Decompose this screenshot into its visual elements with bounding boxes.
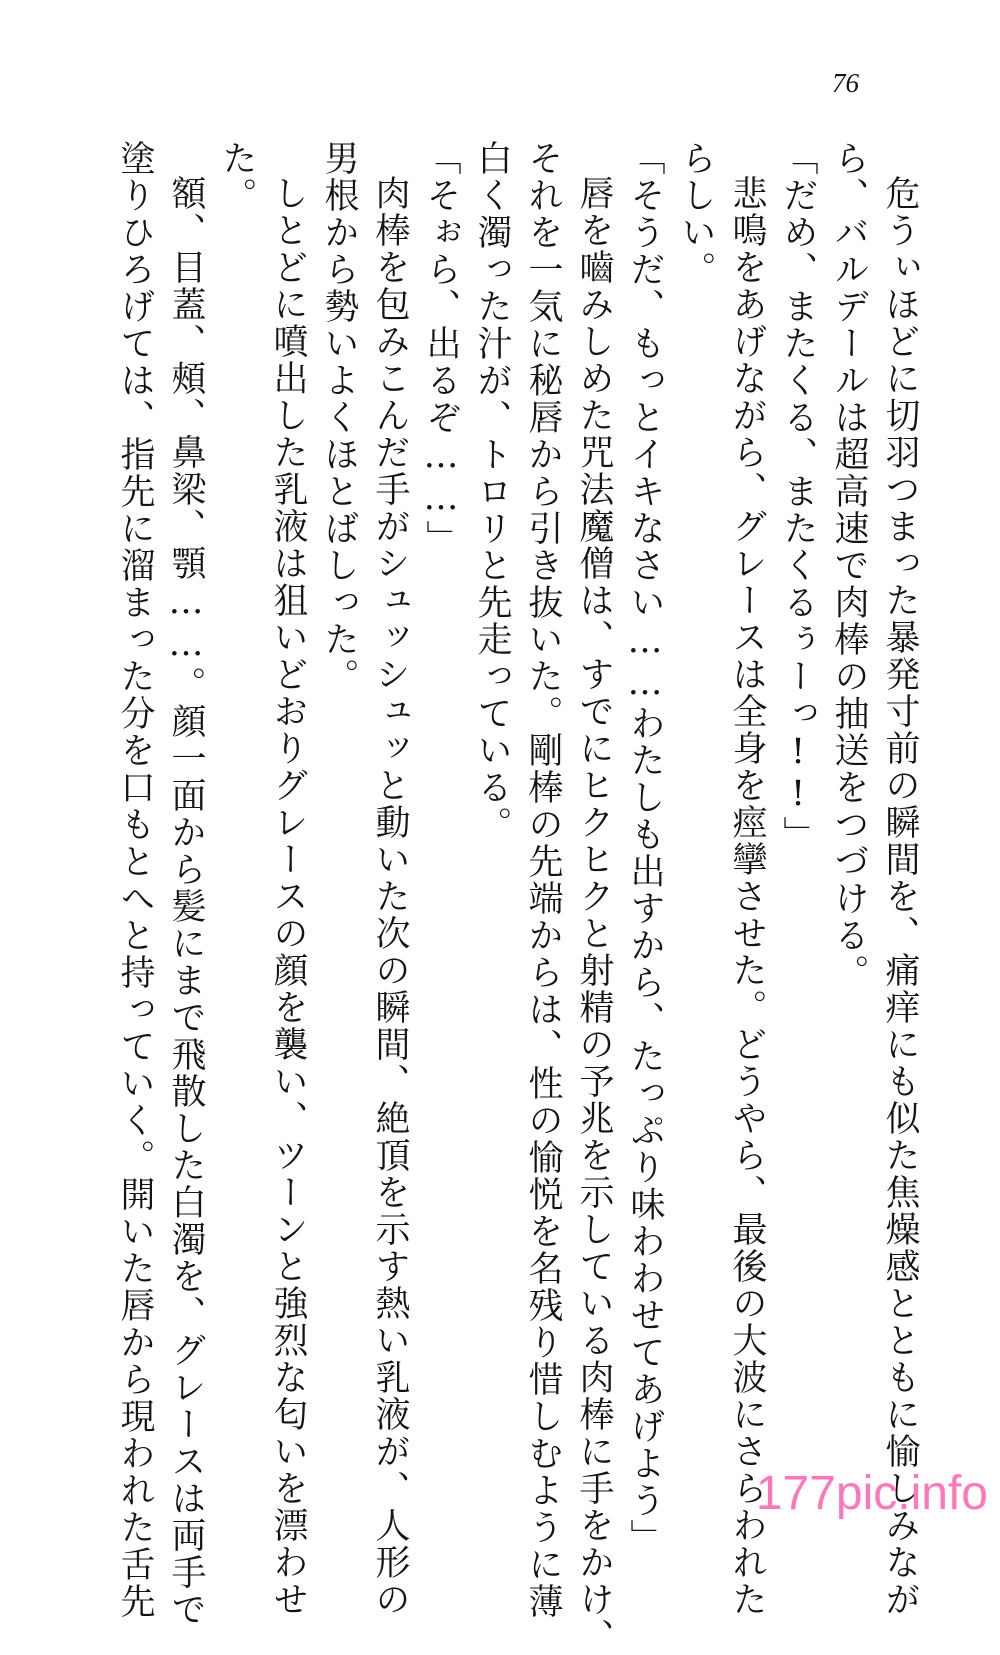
text-line-2: ら、バルデールは超高速で肉棒の抽送をつづける。: [829, 140, 869, 991]
text-line-3: 「だめ、またくる、またくるぅーっ!!」: [778, 140, 818, 853]
page-number: 76: [832, 68, 859, 98]
text-line-14: た。: [217, 140, 257, 214]
text-line-16: 塗りひろげては、指先に溜まった分を口もとへと持っていく。開いた唇から現われた舌先: [115, 140, 155, 1620]
text-line-15: 額、目蓋、頰、鼻梁、顎……。顔一面から髪にまで飛散した白濁を、グレースは両手で: [166, 175, 206, 1628]
text-line-10: 「そぉら、出るぞ……」: [421, 140, 461, 557]
text-line-7: 唇を嚙みしめた咒法魔僧は、すでにヒクヒクと射精の予兆を示している肉棒に手をかけ、: [574, 175, 614, 1655]
text-line-8: それを一気に秘唇から引き抜いた。剛棒の先端からは、性の愉悦を名残り惜しむように薄: [523, 140, 563, 1620]
text-line-11: 肉棒を包みこんだ手がシュッシュッと動いた次の瞬間、絶頂を示す熱い乳液が、人形の: [370, 175, 410, 1618]
text-line-12: 男根から勢いよくほとばしった。: [319, 140, 359, 695]
text-line-6: 「そうだ、もっとイキなさい……わたしも出すから、たっぷり味わわせてあげよう」: [625, 140, 665, 1556]
text-line-4: 悲鳴をあげながら、グレースは全身を痙攣させた。どうやら、最後の大波にさらわれた: [727, 175, 767, 1618]
text-line-1: 危うぃほどに切羽つまった暴発寸前の瞬間を、痛痒にも似た焦燥感とともに愉しみなが: [880, 175, 920, 1618]
watermark: 177pic.info: [755, 1467, 988, 1520]
text-line-9: 白く濁った汁が、トロリと先走っている。: [472, 140, 512, 843]
text-line-5: らしい。: [676, 140, 716, 288]
text-line-13: しとどに噴出した乳液は狙いどおりグレースの顔を襲い、ツーンと強烈な匂いを漂わせ: [268, 175, 308, 1618]
